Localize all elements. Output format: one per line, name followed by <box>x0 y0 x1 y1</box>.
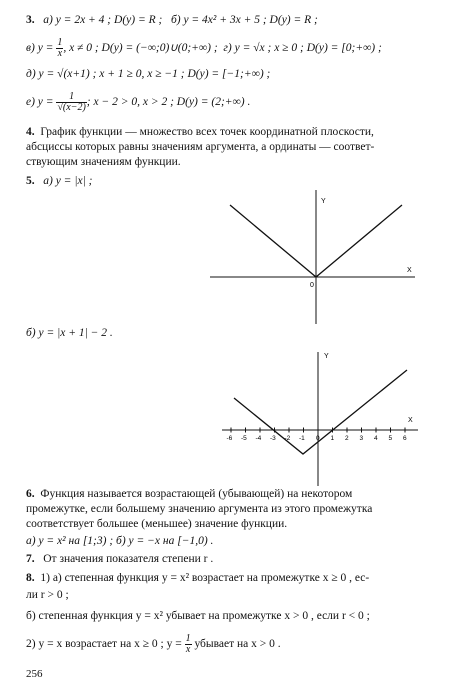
ex4-number: 4. <box>26 126 35 138</box>
ex3-b: б) y = 4x² + 3x + 5 ; D(y) = R ; <box>170 14 318 26</box>
ex3-e-suffix: ; x − 2 > 0, x > 2 ; D(y) = (2;+∞) . <box>86 96 251 109</box>
ex8-number: 8. <box>26 572 35 584</box>
ex8-line2: ли r > 0 ; <box>26 589 69 601</box>
graph-a-origin-label: 0 <box>310 282 314 289</box>
ex8-line3: б) степенная функция y = x² убывает на промежутке x > 0 , если r < 0 ; <box>26 610 370 622</box>
ex3-line-e <box>26 92 250 113</box>
ex3-v-denominator: x <box>57 48 63 59</box>
ex5-line-a <box>26 175 92 187</box>
graph-b-tick-label: -2 <box>284 435 291 442</box>
ex8-line4-prefix: 2) y = x возрастает на x ≥ 0 ; y = <box>26 638 185 651</box>
graph-b-tick-label: 1 <box>330 435 335 442</box>
graph-b-tick-label: -6 <box>226 435 233 442</box>
graph-b-tick-label: -5 <box>241 435 247 442</box>
graph-b-tick-label: 5 <box>388 435 393 442</box>
graph-a-y-label: Y <box>321 198 326 205</box>
ex3-e-fraction <box>56 92 86 113</box>
ex8-line4 <box>26 634 281 655</box>
ex3-line-v <box>26 38 382 59</box>
ex7-text: От значения показателя степени r . <box>43 553 214 565</box>
ex5-number: 5. <box>26 175 35 187</box>
ex6-line4: а) y = x² на [1;3) ; б) y = −x на [−1,0) . <box>26 535 214 547</box>
ex8-text1: 1) а) степенная функция y = x² возрастает на промежутке x ≥ 0 , ес- <box>40 572 370 584</box>
ex7-line <box>26 553 213 565</box>
graph-b-tick-label: 6 <box>403 435 407 442</box>
ex8-denominator: x <box>185 644 191 655</box>
ex3-e-numerator: 1 <box>56 92 86 103</box>
ex8-fraction <box>185 634 192 655</box>
ex3-number: 3. <box>26 14 35 26</box>
ex5-b: б) y = |x + 1| − 2 . <box>26 327 113 339</box>
graph-a-x-label: X <box>407 267 412 274</box>
graph-b-tick-label: 3 <box>359 435 364 442</box>
ex6-line2: промежутке, если большему значению аргумента из этого промежутка <box>26 503 373 515</box>
ex3-v-numerator: 1 <box>57 37 63 48</box>
graph-b-tick-label: -4 <box>255 435 262 442</box>
ex3-e-prefix: е) y = <box>26 96 57 109</box>
ex4-line3: ствующим значениям функции. <box>26 156 181 168</box>
graph-abs-x <box>210 188 410 338</box>
graph-b-y-label: Y <box>324 353 329 360</box>
ex6-number: 6. <box>26 488 35 500</box>
ex8-line4-suffix: убывает на x > 0 . <box>191 638 281 651</box>
page-number: 256 <box>26 668 43 680</box>
ex7-number: 7. <box>26 553 35 565</box>
ex6-line3: соответствует большее (меньшее) значение функции. <box>26 518 288 530</box>
graph-abs-shifted <box>220 350 420 490</box>
graph-b-tick-label: -3 <box>270 435 276 442</box>
ex3-e-denominator: √(x−2) <box>57 102 86 113</box>
ex3-a: а) y = 2x + 4 ; D(y) = R ; <box>43 14 163 26</box>
ex3-g: г) y = √x ; x ≥ 0 ; D(y) = [0;+∞) ; <box>223 42 382 55</box>
ex6-line1 <box>26 488 352 500</box>
graph-b-tick-label: 2 <box>345 435 349 442</box>
ex3-v-prefix: в) y = <box>26 42 57 55</box>
ex3-d: д) y = √(x+1) ; x + 1 ≥ 0, x ≥ −1 ; D(y) = [−1;+∞) ; <box>26 68 271 80</box>
ex6-text1: Функция называется возрастающей (убывающей) на некотором <box>40 488 353 500</box>
ex5-a: а) y = |x| ; <box>43 175 93 187</box>
graph-b-tick-label: -1 <box>299 435 305 442</box>
ex4-text1: График функции — множество всех точек координатной плоскости, <box>40 126 374 138</box>
ex4-line1 <box>26 126 374 138</box>
ex8-line1 <box>26 572 369 584</box>
ex8-numerator: 1 <box>185 633 191 644</box>
graph-b-tick-label: 4 <box>374 435 378 442</box>
graph-b-tick-label: 0 <box>316 435 320 442</box>
ex4-line2: абсциссы которых равны значениям аргумента, а ординаты — соответ- <box>26 141 375 153</box>
ex3-v-suffix: , x ≠ 0 ; D(y) = (−∞;0)∪(0;+∞) ; <box>63 42 218 55</box>
graph-b-x-label: X <box>408 417 413 424</box>
ex3-line-a <box>26 14 318 26</box>
